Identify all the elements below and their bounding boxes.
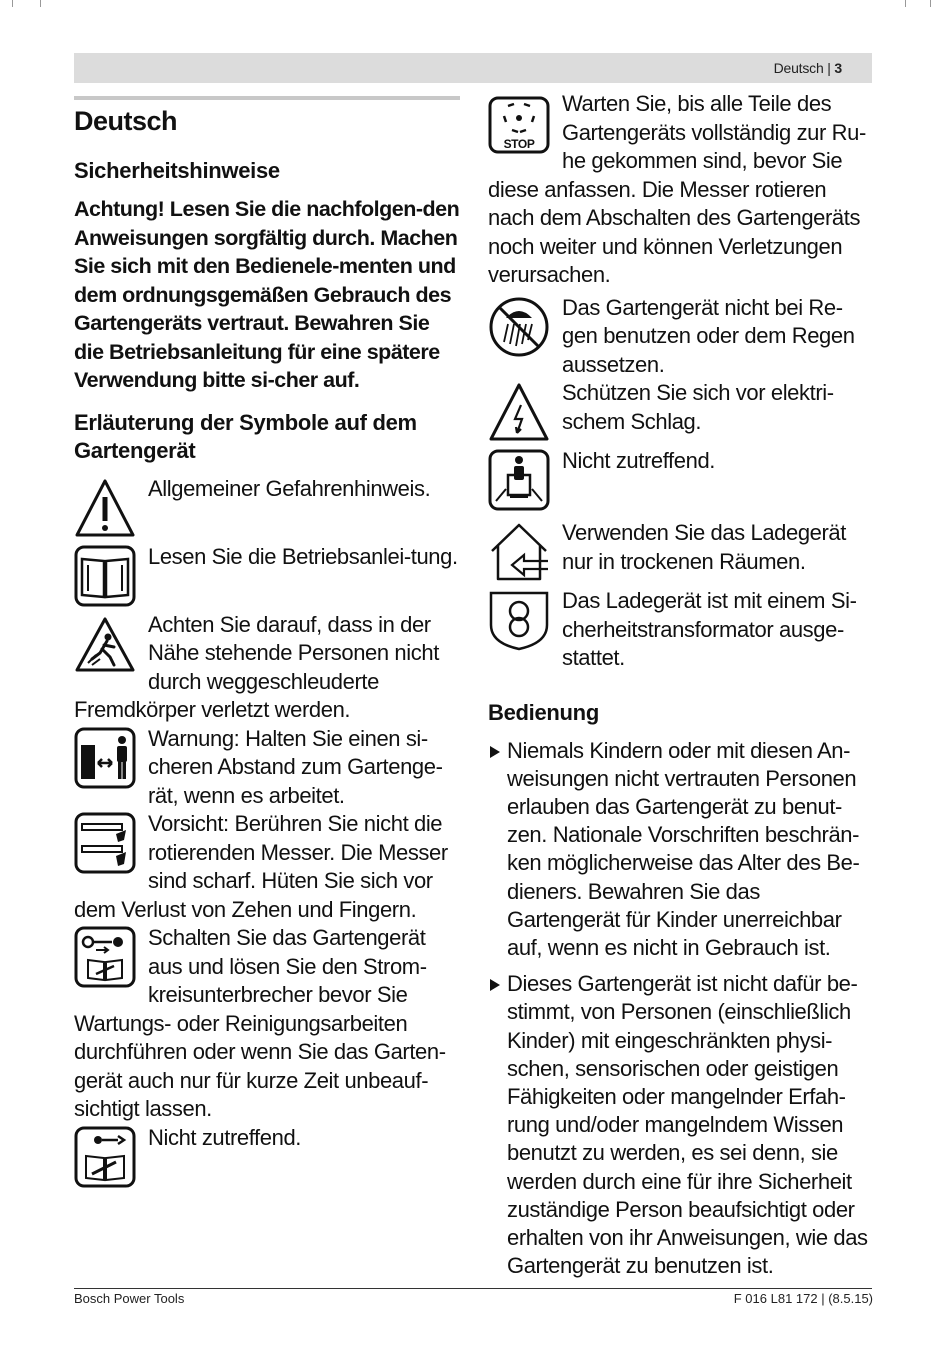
page-header-text (774, 60, 842, 76)
page-header (74, 53, 872, 83)
symbol-text: Warnung: Halten Sie einen si-cheren Abstand zum Gartenge-rät, wenn es arbeitet. (148, 725, 443, 808)
symbol-no-rain (488, 294, 874, 380)
safety-transformer-icon (488, 589, 550, 651)
bullet-text: Dieses Gartengerät ist nicht dafür be-stimmt, von Personen (einschließlich Kinder) mit eingeschränkten physi-schen, sensorischen oder geistigen Fähigkeiten oder mangelnder Erfah-rung und/oder mangelndem Wissen benutzt zu werden, es sei denn, sie werden durch eine für ihre Sicherheit zuständige Person beaufsichtigt oder erhalten von ihr Anweisungen, wie das Gartengerät zu benutzen ist. (507, 971, 868, 1279)
operator-icon (488, 449, 550, 511)
symbol-indoor-use (488, 519, 874, 587)
symbol-thrown-objects (74, 611, 460, 725)
symbol-operator (488, 447, 874, 515)
symbol-general-hazard (74, 475, 460, 543)
symbol-disconnect (74, 924, 460, 1124)
safe-distance-icon (74, 727, 136, 789)
footer-rule (74, 1288, 872, 1289)
symbol-text: Schützen Sie sich vor elektri-schem Schlag. (562, 380, 834, 434)
crop-mark (12, 0, 13, 7)
symbol-text: Nicht zutreffend. (562, 448, 715, 473)
symbol-text: Schalten Sie das Gartengerät aus und lösen Sie den Strom-kreisunterbrecher bevor Sie Wartungs- oder Reinigungsarbeiten durchführen oder wenn Sie das Garten-gerät auch nur für kurze Zeit unbeauf-sichtigt lassen. (74, 925, 446, 1121)
indoor-use-icon (488, 521, 550, 583)
header-separator: | (827, 60, 831, 76)
stop-label: STOP (503, 137, 535, 151)
symbol-text: Verwenden Sie das Ladegerät nur in trockenen Räumen. (562, 520, 846, 574)
header-language: Deutsch (773, 60, 824, 76)
section-title: Deutsch (74, 106, 178, 136)
electric-shock-icon (488, 381, 550, 443)
crop-mark (930, 0, 931, 7)
warning-paragraph: Achtung! Lesen Sie die nachfolgen-den Anweisungen sorgfältig durch. Machen Sie sich mit den Bedienele-menten und dem ordnungsgemäßen Gebrauch des Gartengeräts vertraut. Bewahren Sie die Betriebsanleitung für eine spätere Verwendung bitte si-cher auf. (74, 197, 460, 392)
symbol-electric-shock (488, 379, 874, 447)
bullet-triangle-icon (490, 979, 500, 991)
section-rule (74, 96, 460, 100)
operation-bullet (488, 970, 874, 1280)
bullet-text: Niemals Kindern oder mit diesen An-weisungen nicht vertrauten Personen erlauben das Gartengerät zu benut-zen. Nationale Vorschriften beschrän-ken möglicherweise das Alter des Be-dieners. Bewahren Sie das Gartengerät für Kinder unerreichbar auf, wenn es nicht in Gebrauch ist. (507, 737, 860, 960)
read-manual-icon (74, 545, 136, 607)
symbol-stop-rotation (488, 90, 874, 290)
symbol-text: Allgemeiner Gefahrenhinweis. (148, 475, 431, 501)
symbol-text: Lesen Sie die Betriebsanlei-tung. (148, 543, 458, 569)
right-column (488, 90, 874, 1288)
symbol-text: Warten Sie, bis alle Teile des Gartengeräts vollständig zur Ru-he gekommen sind, bevor Sie diese anfassen. Die Messer rotieren nach dem Abschalten des Gartengeräts noch weiter und können Verletzungen verursachen. (488, 91, 866, 287)
bullet-triangle-icon (490, 746, 500, 758)
safety-heading: Sicherheitshinweise (74, 158, 280, 183)
page-number: 3 (834, 60, 842, 76)
unplug-manual-icon (74, 1126, 136, 1188)
general-hazard-icon (74, 477, 136, 539)
symbol-safe-distance (74, 725, 460, 811)
disconnect-key-icon (74, 926, 136, 988)
symbol-read-manual (74, 543, 460, 611)
sharp-blades-icon (74, 812, 136, 874)
left-column (74, 96, 460, 1192)
symbols-heading: Erläuterung der Symbole auf dem Gartengerät (74, 409, 417, 463)
symbol-sharp-blades (74, 810, 460, 924)
thrown-objects-icon (74, 613, 136, 675)
symbol-text: Achten Sie darauf, dass in der Nähe stehende Personen nicht durch weggeschleuderte Fremdkörper verletzt werden. (74, 611, 439, 722)
stop-rotation-icon (488, 92, 550, 154)
footer-brand: Bosch Power Tools (74, 1291, 185, 1306)
symbol-text: Vorsicht: Berühren Sie nicht die rotierenden Messer. Die Messer sind scharf. Hüten Sie sich vor dem Verlust von Zehen und Fingern. (74, 811, 448, 922)
operation-bullet (488, 737, 874, 963)
crop-mark (905, 0, 906, 7)
symbol-text: Nicht zutreffend. (148, 1124, 301, 1150)
symbol-text: Das Gartengerät nicht bei Re-gen benutzen oder dem Regen aussetzen. (562, 294, 855, 377)
crop-mark (40, 0, 41, 7)
symbol-unplug (74, 1124, 460, 1192)
symbol-text: Das Ladegerät ist mit einem Si-cherheitstransformator ausge-stattet. (562, 588, 857, 670)
no-rain-icon (488, 296, 550, 358)
operation-heading: Bedienung (488, 699, 599, 725)
footer-doc-id: F 016 L81 172 | (8.5.15) (733, 1291, 873, 1306)
symbol-safety-transformer (488, 587, 874, 673)
